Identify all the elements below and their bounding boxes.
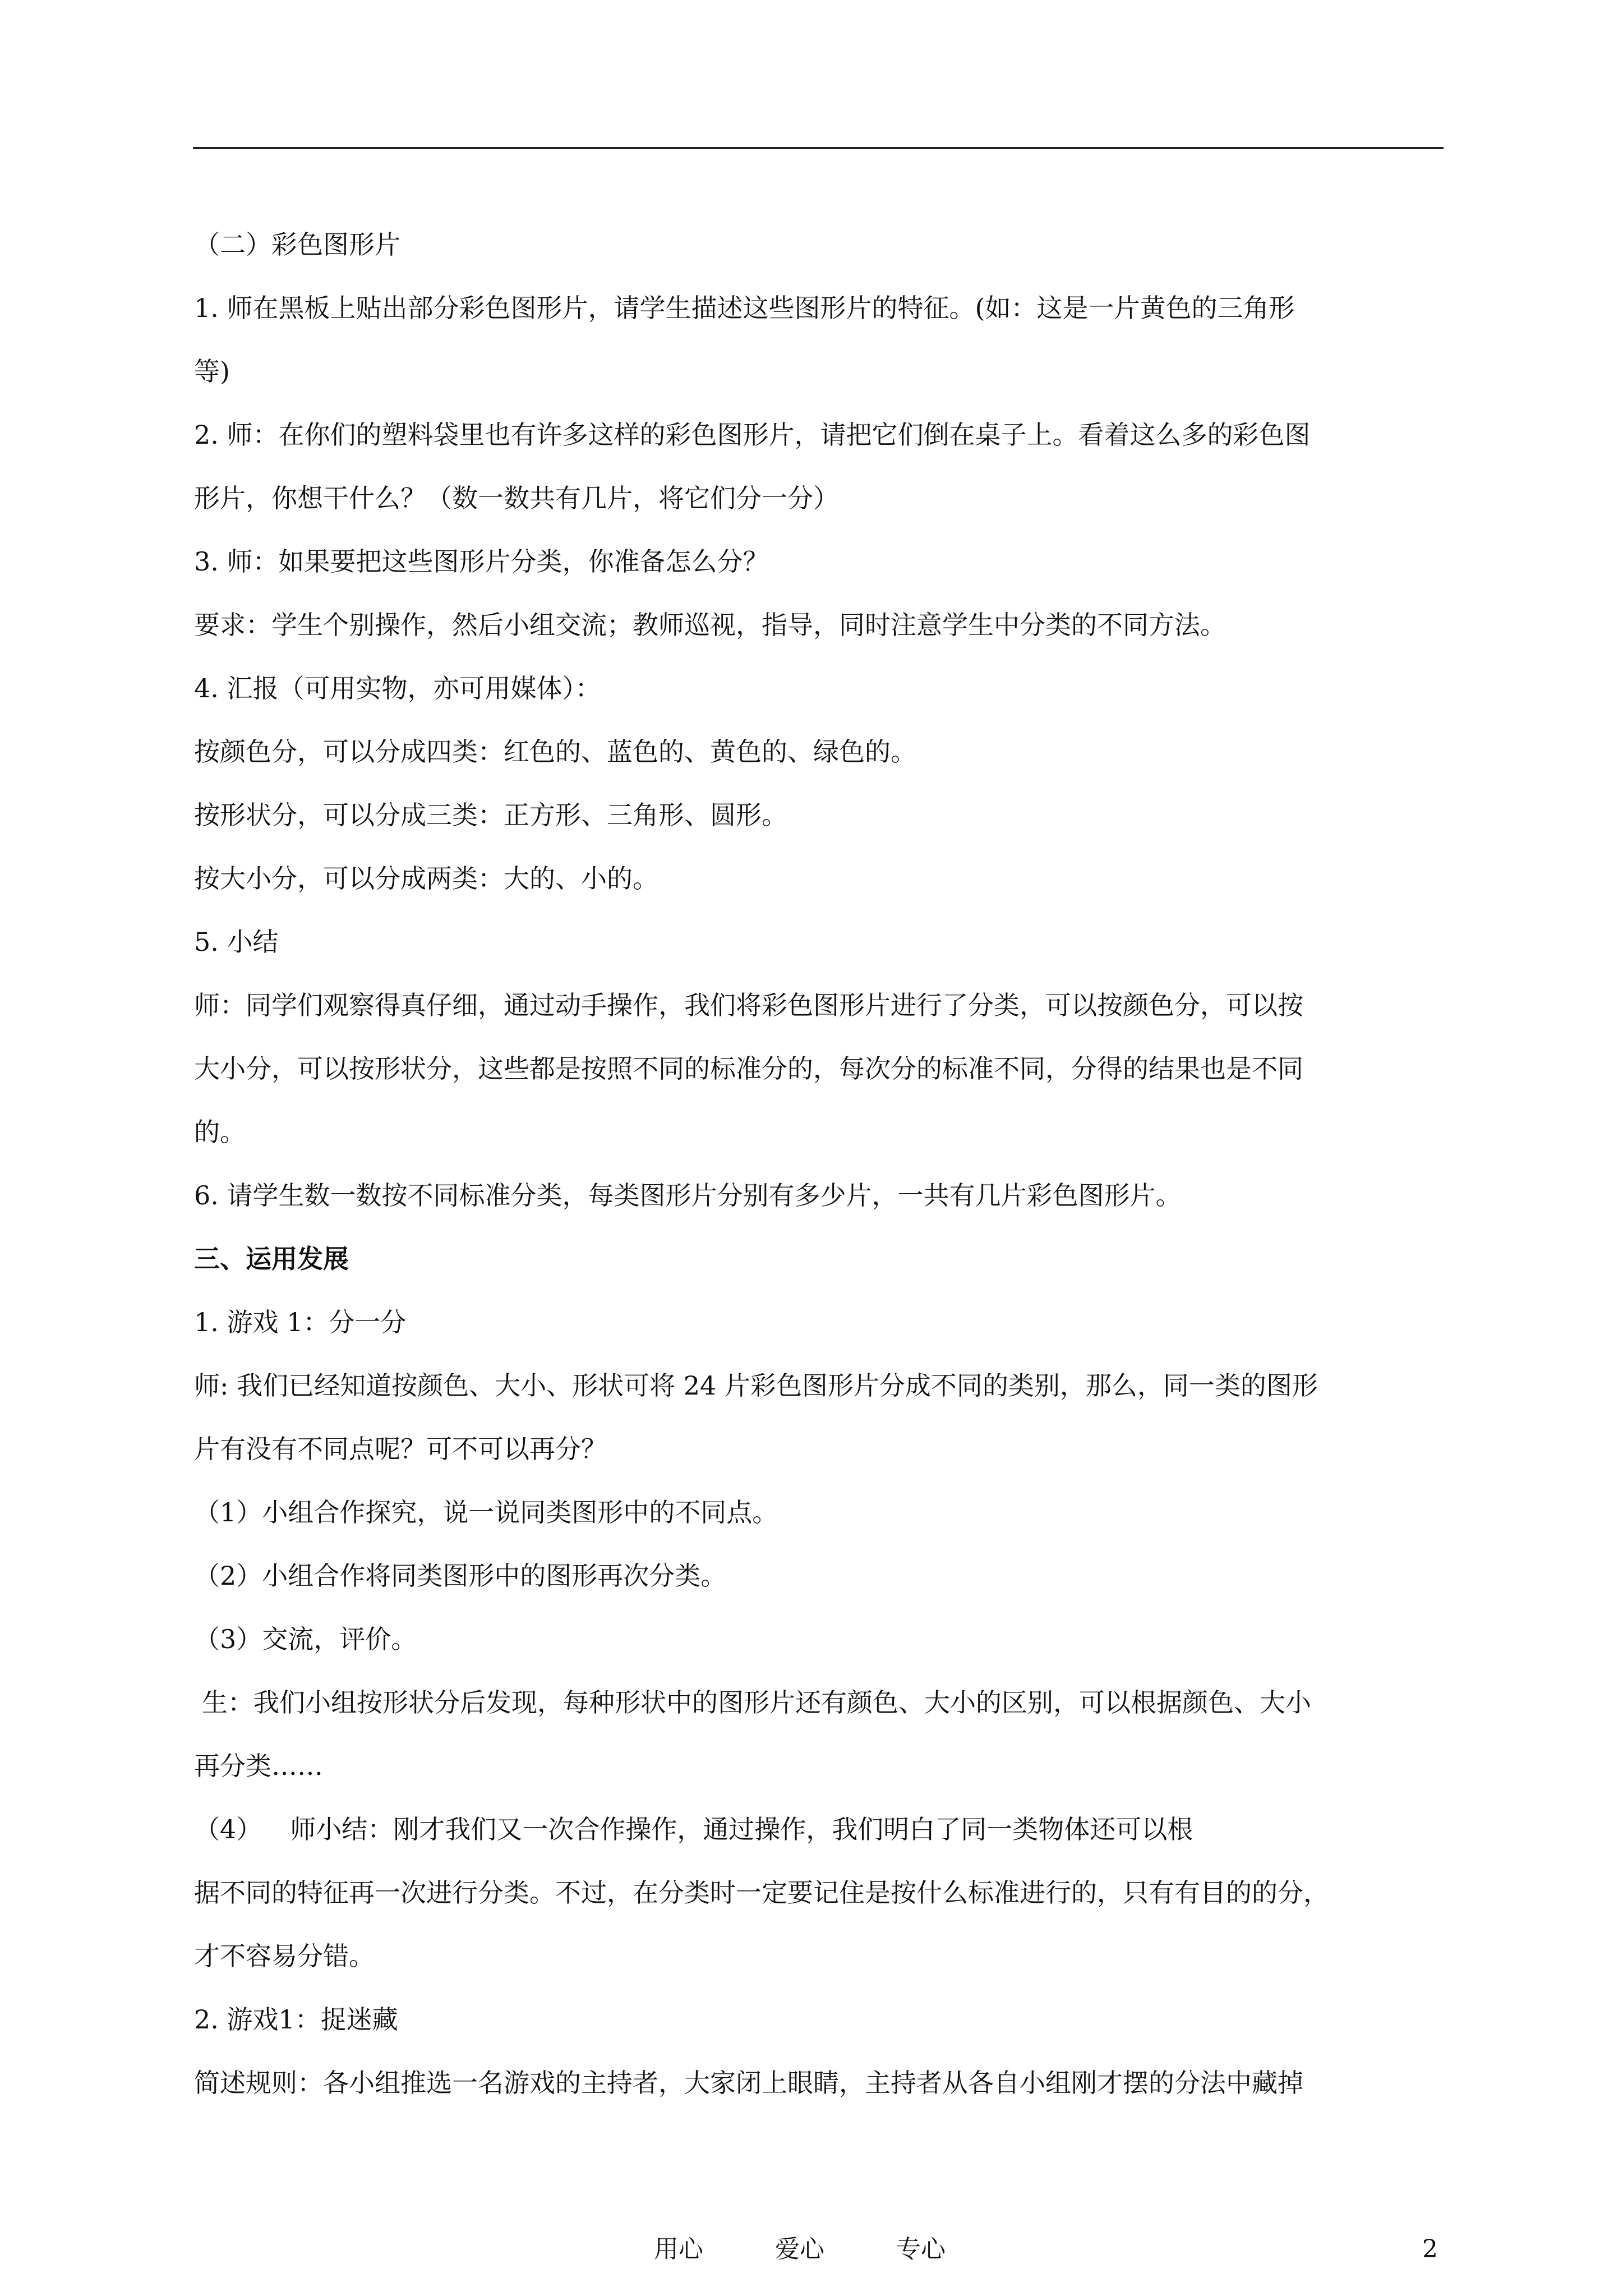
paragraph-line: 2. 游戏1：捉迷藏 [194, 2004, 398, 2035]
item-text: 师小结：刚才我们又一次合作操作，通过操作，我们明白了同一类物体还可以根 [290, 1814, 1193, 1844]
paragraph-line: 的。 [194, 1117, 246, 1147]
paragraph-line: 要求：学生个别操作，然后小组交流；教师巡视，指导，同时注意学生中分类的不同方法。 [194, 610, 1226, 640]
paragraph-line: 才不容易分错。 [194, 1941, 375, 1971]
paragraph-line: 按大小分，可以分成两类：大的、小的。 [194, 863, 658, 894]
paragraph-line: 6. 请学生数一数按不同标准分类，每类图形片分别有多少片，一共有几片彩色图形片。 [194, 1180, 1182, 1211]
paragraph-line: （2）小组合作将同类图形中的图形再次分类。 [194, 1561, 727, 1591]
paragraph-line: 生：我们小组按形状分后发现，每种形状中的图形片还有颜色、大小的区别，可以根据颜色、大小 [202, 1687, 1311, 1718]
paragraph-line: 师: 我们已经知道按颜色、大小、形状可将 24 片彩色图形片分成不同的类别，那么，同一类的图形 [194, 1370, 1318, 1401]
section-heading: 三、运用发展 [194, 1244, 349, 1274]
paragraph-line: 5. 小结 [194, 927, 279, 957]
paragraph-line: 按形状分，可以分成三类：正方形、三角形、圆形。 [194, 800, 787, 830]
footer-word: 爱心 [775, 2235, 824, 2263]
paragraph-line: 1. 师在黑板上贴出部分彩色图形片，请学生描述这些图形片的特征。(如：这是一片黄色的三角形 [194, 293, 1295, 323]
paragraph-line: （1）小组合作探究，说一说同类图形中的不同点。 [194, 1497, 778, 1527]
paragraph-line: 据不同的特征再一次进行分类。不过，在分类时一定要记住是按什么标准进行的，只有有目的的分， [194, 1878, 1329, 1908]
paragraph-line: 按颜色分，可以分成四类：红色的、蓝色的、黄色的、绿色的。 [194, 737, 916, 767]
paragraph-line: 等) [194, 356, 230, 386]
paragraph-line: 3. 师：如果要把这些图形片分类，你准备怎么分？ [194, 546, 769, 577]
paragraph-line: 1. 游戏 1：分一分 [194, 1307, 407, 1337]
footer-word: 专心 [896, 2235, 946, 2263]
paragraph-line: 形片，你想干什么？（数一数共有几片，将它们分一分） [194, 483, 839, 513]
paragraph-line: 大小分，可以按形状分，这些都是按照不同的标准分的，每次分的标准不同，分得的结果也是不同 [194, 1053, 1303, 1084]
footer-word: 用心 [654, 2235, 703, 2263]
header-rule [193, 147, 1444, 149]
page-number: 2 [1422, 2235, 1438, 2263]
document-body [194, 213, 1445, 2115]
paragraph-line: 2. 师：在你们的塑料袋里也有许多这样的彩色图形片，请把它们倒在桌子上。看着这么多的彩色图 [194, 420, 1311, 450]
paragraph-line [194, 1798, 1445, 1861]
paragraph-line: 4. 汇报（可用实物，亦可用媒体）： [194, 673, 601, 703]
paragraph-line: 简述规则：各小组推选一名游戏的主持者，大家闭上眼睛，主持者从各自小组刚才摆的分法中藏掉 [194, 2068, 1303, 2098]
paragraph-line: 再分类…… [194, 1751, 323, 1781]
item-number: （4） [194, 1814, 262, 1844]
footer-slogan [654, 2233, 946, 2266]
paragraph-line: 片有没有不同点呢？可不可以再分？ [194, 1434, 607, 1464]
section-heading: （二）彩色图形片 [194, 229, 400, 260]
paragraph-line: （3）交流，评价。 [194, 1624, 417, 1654]
paragraph-line: 师：同学们观察得真仔细，通过动手操作，我们将彩色图形片进行了分类，可以按颜色分，可以按 [194, 990, 1303, 1020]
